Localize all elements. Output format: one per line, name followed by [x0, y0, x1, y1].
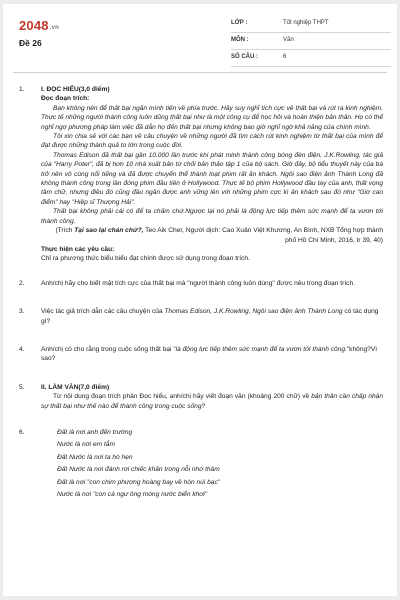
passage-paragraph: Tôi xin chia sẻ với các bạn về câu chuyện về những người đã tìm cách rút kinh nghiệm từ thất bại của mình để đạt được những thành quả to lớn trong cuộc đời.: [41, 133, 383, 150]
task-label: Thực hiện các yêu cầu:: [41, 245, 115, 253]
question-text: Từ nội dung đoạn trích phần Đọc hiểu, anh/chị hãy viết đoạn văn (khoảng 200 chữ) về bản thân cần chấp nhận sự thất bại như thế nào để thành công trong cuộc sống?: [41, 393, 383, 410]
question-1: [3, 85, 397, 264]
section-title: II. LÀM VĂN(7,0 điểm): [41, 383, 110, 391]
poem-line: Đất là nơi anh đến trường: [57, 428, 133, 436]
poem-line: Đất là nơi "con chim phượng hoàng bay về hòn núi bạc": [57, 478, 221, 486]
poem-line: Đất Nước là nơi ta hò hẹn: [57, 453, 133, 461]
question-2: [3, 279, 397, 288]
section-title: I. ĐỌC HIỂU(3,0 điểm): [41, 86, 110, 93]
meta-class: [231, 16, 391, 33]
question-text: Chỉ ra phương thức biểu biểu đạt chính được sử dụng trong đoạn trích.: [41, 255, 250, 263]
passage-paragraph: Thất bại không phải cái có để ta chấm chứ.Ngược lại nó phải là động lực tiếp thêm sức mạnh để ta vươn tới thành công.: [41, 208, 383, 225]
question-number: 1.: [19, 86, 25, 93]
passage-paragraph: Bạn không nên để thất bại ngăn mình tiến về phía trước. Hãy suy nghĩ tích cực về thất bại và rút ra kinh nghiệm. Thực tế những người thành công luôn dũng thất bại như là một công cụ để học hỏi và hoàn thiện bản thân. Họ có thể nghĩ ngợ phương pháp làm việc đã dẫn họ đến thất bại nhưng không bao giờ nghĩ ngờ khả năng của chính mình.: [41, 104, 383, 131]
question-number: 5.: [19, 383, 25, 391]
poem-line: Nước là nơi "con cá ngư ông móng nước biển khơi": [57, 491, 208, 499]
exam-code: Đề 26: [19, 38, 42, 48]
passage-source: (Trích Tại sao lại chán chứ?, Teo Aik Cher, Người dịch: Cao Xuân Việt Khương, An Bình, NXB Tổng hợp thành phố Hồ Chí Minh, 2016, tr 39, 40): [55, 227, 383, 244]
question-text: Việc tác giả trích dẫn các câu chuyện của Thomas Edison, J.K.Rowling, Ngôi sao điện ảnh Thành Long có tác dụng gì?: [41, 308, 379, 325]
meta-key: LỚP :: [231, 20, 248, 26]
poem-excerpt: [41, 428, 383, 500]
exam-content: [3, 82, 397, 503]
question-number: 3.: [19, 308, 25, 316]
reading-label: Đọc đoạn trích:: [41, 95, 90, 103]
question-3: [3, 307, 397, 326]
poem-line: Nước là nơi em tắm: [57, 441, 115, 449]
question-text: Anh/chị có cho rằng trong cuộc sống thất bại "là động lực tiếp thêm sức mạnh để ta vươn tới thành công."không?Vì sao?: [41, 345, 378, 363]
site-logo[interactable]: 2048.vn: [19, 18, 60, 33]
passage-paragraph: Thomas Edison đã thất bại gần 10.000 lần trước khi phát minh thành công bóng đèn điện, J.K.Rowling, tác giả của "Harry Poter", đã bị hơn 10 nhà xuất bản từ chối bản thảo tập 1 của bộ sách. Giờ đây, bộ tiểu thuyết này của bà trở nên vô cùng nổi tiếng và đã được chuyển thể thành loạt phim rất ăn khách. Ngôi sao điện ảnh Thành Long đã không thành công trong lần đóng phim đầu tiên ở Hollywood. Thực tế bộ phim Hollywood đầu tay của anh, thất vọng tầm chữ, nhưng điều đó cũng đầu ngăn được anh vững lên với những phim cực kì ăn khách sau đó như "Giờ cao điểm" hay "Hiệp sĩ Thượng Hải".: [41, 151, 383, 206]
poem-line: Đất Nước là nơi đánh rơi chiếc khăn trong nỗi nhớ thầm: [57, 466, 220, 474]
meta-key: MÔN :: [231, 37, 249, 43]
meta-question-count: [231, 50, 391, 67]
question-5: [3, 383, 397, 411]
exam-header: [3, 4, 397, 82]
question-4: [3, 345, 397, 364]
question-text: Anh/chị hãy cho biết mặt tích cực của thất bại mà "người thành công luôn dùng" được nêu trong đoạn trích.: [41, 279, 355, 287]
meta-subject: [231, 33, 391, 50]
question-number: 6.: [19, 428, 25, 436]
exam-page: [3, 4, 397, 596]
question-6: [3, 428, 397, 500]
meta-value: Tốt nghiệp THPT: [283, 20, 329, 26]
header-divider: [13, 72, 387, 73]
meta-key: SỐ CÂU :: [231, 54, 258, 60]
meta-value: Văn: [283, 37, 294, 43]
question-number: 2.: [19, 279, 25, 287]
question-number: 4.: [19, 345, 25, 353]
meta-value: 6: [283, 54, 287, 60]
